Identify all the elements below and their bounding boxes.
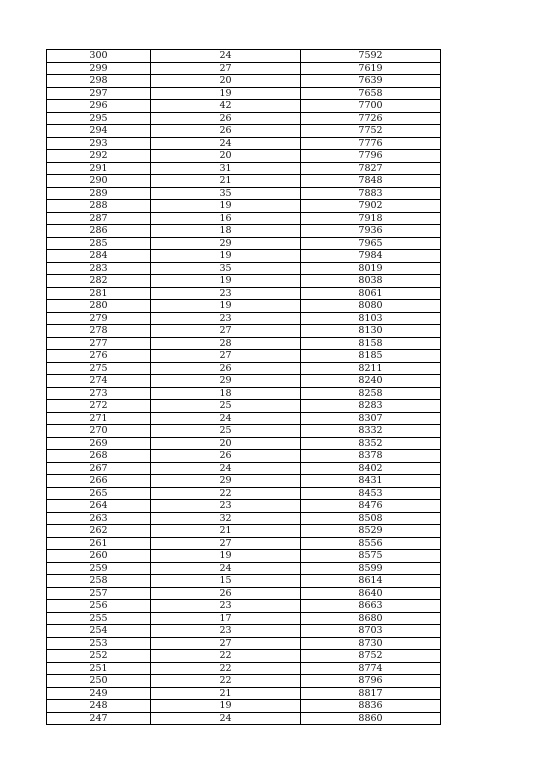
table-row [47, 650, 441, 663]
table-row [47, 150, 441, 163]
cumulative-cell: 8019 [301, 262, 441, 275]
count-cell: 22 [151, 487, 301, 500]
score-cell: 273 [47, 387, 151, 400]
score-cell: 281 [47, 287, 151, 300]
table-row [47, 625, 441, 638]
score-cell: 288 [47, 200, 151, 213]
table-row [47, 287, 441, 300]
count-cell: 16 [151, 212, 301, 225]
cumulative-cell: 8860 [301, 712, 441, 725]
table-row [47, 462, 441, 475]
count-cell: 21 [151, 687, 301, 700]
cumulative-cell: 8431 [301, 475, 441, 488]
cumulative-cell: 8680 [301, 612, 441, 625]
count-cell: 35 [151, 262, 301, 275]
count-cell: 19 [151, 87, 301, 100]
table-row [47, 550, 441, 563]
score-cell: 257 [47, 587, 151, 600]
cumulative-cell: 8529 [301, 525, 441, 538]
count-cell: 27 [151, 637, 301, 650]
count-cell: 18 [151, 225, 301, 238]
cumulative-cell: 8752 [301, 650, 441, 663]
score-cell: 262 [47, 525, 151, 538]
table-row [47, 350, 441, 363]
cumulative-cell: 8614 [301, 575, 441, 588]
cumulative-cell: 8307 [301, 412, 441, 425]
table-row [47, 587, 441, 600]
count-cell: 27 [151, 537, 301, 550]
count-cell: 19 [151, 200, 301, 213]
cumulative-cell: 7752 [301, 125, 441, 138]
table-row [47, 112, 441, 125]
table-row [47, 525, 441, 538]
count-cell: 25 [151, 400, 301, 413]
cumulative-cell: 7883 [301, 187, 441, 200]
score-cell: 286 [47, 225, 151, 238]
table-row [47, 512, 441, 525]
score-cell: 274 [47, 375, 151, 388]
score-cell: 285 [47, 237, 151, 250]
cumulative-cell: 7984 [301, 250, 441, 263]
cumulative-cell: 8663 [301, 600, 441, 613]
cumulative-cell: 7796 [301, 150, 441, 163]
score-cell: 278 [47, 325, 151, 338]
table-row [47, 712, 441, 725]
table-row [47, 425, 441, 438]
cumulative-cell: 7639 [301, 75, 441, 88]
cumulative-cell: 7658 [301, 87, 441, 100]
score-cell: 266 [47, 475, 151, 488]
score-cell: 249 [47, 687, 151, 700]
table-row [47, 412, 441, 425]
cumulative-cell: 8730 [301, 637, 441, 650]
score-cell: 272 [47, 400, 151, 413]
score-cell: 265 [47, 487, 151, 500]
score-cell: 284 [47, 250, 151, 263]
count-cell: 20 [151, 437, 301, 450]
table-row [47, 687, 441, 700]
count-cell: 24 [151, 50, 301, 63]
score-cell: 277 [47, 337, 151, 350]
count-cell: 15 [151, 575, 301, 588]
count-cell: 29 [151, 237, 301, 250]
score-cell: 297 [47, 87, 151, 100]
score-cell: 279 [47, 312, 151, 325]
table-row [47, 675, 441, 688]
cumulative-cell: 7592 [301, 50, 441, 63]
score-cell: 256 [47, 600, 151, 613]
table-row [47, 500, 441, 513]
score-cell: 264 [47, 500, 151, 513]
table-row [47, 100, 441, 113]
score-cell: 270 [47, 425, 151, 438]
cumulative-cell: 8211 [301, 362, 441, 375]
table-row [47, 312, 441, 325]
score-cell: 289 [47, 187, 151, 200]
score-cell: 267 [47, 462, 151, 475]
score-cell: 293 [47, 137, 151, 150]
table-row [47, 537, 441, 550]
count-cell: 24 [151, 412, 301, 425]
count-cell: 26 [151, 125, 301, 138]
count-cell: 20 [151, 75, 301, 88]
cumulative-cell: 7700 [301, 100, 441, 113]
count-cell: 28 [151, 337, 301, 350]
score-cell: 258 [47, 575, 151, 588]
count-cell: 42 [151, 100, 301, 113]
cumulative-cell: 8640 [301, 587, 441, 600]
table-row [47, 600, 441, 613]
table-row [47, 400, 441, 413]
cumulative-cell: 8378 [301, 450, 441, 463]
score-cell: 287 [47, 212, 151, 225]
count-cell: 24 [151, 712, 301, 725]
cumulative-cell: 8332 [301, 425, 441, 438]
cumulative-cell: 8103 [301, 312, 441, 325]
table-row [47, 637, 441, 650]
count-cell: 24 [151, 562, 301, 575]
cumulative-cell: 7918 [301, 212, 441, 225]
table-row [47, 475, 441, 488]
count-cell: 27 [151, 62, 301, 75]
score-cell: 280 [47, 300, 151, 313]
table-row [47, 62, 441, 75]
cumulative-cell: 8283 [301, 400, 441, 413]
table-row [47, 450, 441, 463]
table-row [47, 237, 441, 250]
score-cell: 296 [47, 100, 151, 113]
score-cell: 251 [47, 662, 151, 675]
cumulative-cell: 7827 [301, 162, 441, 175]
count-cell: 19 [151, 700, 301, 713]
table-row [47, 187, 441, 200]
score-cell: 248 [47, 700, 151, 713]
count-cell: 31 [151, 162, 301, 175]
score-cell: 292 [47, 150, 151, 163]
score-cell: 250 [47, 675, 151, 688]
cumulative-cell: 8038 [301, 275, 441, 288]
score-cell: 255 [47, 612, 151, 625]
table-row [47, 87, 441, 100]
count-cell: 21 [151, 175, 301, 188]
count-cell: 21 [151, 525, 301, 538]
cumulative-cell: 7848 [301, 175, 441, 188]
count-cell: 22 [151, 650, 301, 663]
score-cell: 294 [47, 125, 151, 138]
count-cell: 19 [151, 550, 301, 563]
table-row [47, 612, 441, 625]
cumulative-cell: 7726 [301, 112, 441, 125]
score-cell: 271 [47, 412, 151, 425]
cumulative-cell: 8130 [301, 325, 441, 338]
count-cell: 23 [151, 625, 301, 638]
table-row [47, 50, 441, 63]
count-cell: 17 [151, 612, 301, 625]
count-cell: 35 [151, 187, 301, 200]
count-cell: 27 [151, 325, 301, 338]
cumulative-cell: 8703 [301, 625, 441, 638]
table-row [47, 200, 441, 213]
score-cell: 283 [47, 262, 151, 275]
cumulative-cell: 8352 [301, 437, 441, 450]
table-row [47, 362, 441, 375]
count-cell: 20 [151, 150, 301, 163]
cumulative-cell: 8817 [301, 687, 441, 700]
count-cell: 27 [151, 350, 301, 363]
cumulative-cell: 7936 [301, 225, 441, 238]
score-cell: 254 [47, 625, 151, 638]
cumulative-cell: 8402 [301, 462, 441, 475]
cumulative-cell: 8453 [301, 487, 441, 500]
score-table-body [47, 50, 441, 725]
table-row [47, 337, 441, 350]
count-cell: 23 [151, 287, 301, 300]
count-cell: 26 [151, 112, 301, 125]
cumulative-cell: 8575 [301, 550, 441, 563]
table-row [47, 300, 441, 313]
cumulative-cell: 7965 [301, 237, 441, 250]
count-cell: 26 [151, 587, 301, 600]
score-cell: 263 [47, 512, 151, 525]
cumulative-cell: 8599 [301, 562, 441, 575]
score-cell: 290 [47, 175, 151, 188]
table-row [47, 225, 441, 238]
table-row [47, 437, 441, 450]
count-cell: 32 [151, 512, 301, 525]
score-cell: 275 [47, 362, 151, 375]
score-cell: 269 [47, 437, 151, 450]
table-row [47, 487, 441, 500]
count-cell: 29 [151, 375, 301, 388]
score-cell: 247 [47, 712, 151, 725]
table-row [47, 700, 441, 713]
score-distribution-sheet [46, 49, 440, 725]
score-cell: 276 [47, 350, 151, 363]
score-cell: 253 [47, 637, 151, 650]
count-cell: 23 [151, 500, 301, 513]
table-row [47, 375, 441, 388]
score-cell: 252 [47, 650, 151, 663]
cumulative-cell: 7902 [301, 200, 441, 213]
count-cell: 23 [151, 600, 301, 613]
table-row [47, 250, 441, 263]
count-cell: 19 [151, 275, 301, 288]
count-cell: 19 [151, 300, 301, 313]
cumulative-cell: 8556 [301, 537, 441, 550]
score-table [46, 49, 441, 725]
cumulative-cell: 8796 [301, 675, 441, 688]
count-cell: 25 [151, 425, 301, 438]
score-cell: 282 [47, 275, 151, 288]
table-row [47, 212, 441, 225]
cumulative-cell: 7776 [301, 137, 441, 150]
score-cell: 295 [47, 112, 151, 125]
cumulative-cell: 8774 [301, 662, 441, 675]
score-cell: 268 [47, 450, 151, 463]
table-row [47, 75, 441, 88]
cumulative-cell: 8258 [301, 387, 441, 400]
cumulative-cell: 8508 [301, 512, 441, 525]
table-row [47, 575, 441, 588]
table-row [47, 125, 441, 138]
cumulative-cell: 7619 [301, 62, 441, 75]
count-cell: 29 [151, 475, 301, 488]
table-row [47, 175, 441, 188]
count-cell: 26 [151, 450, 301, 463]
cumulative-cell: 8061 [301, 287, 441, 300]
cumulative-cell: 8080 [301, 300, 441, 313]
count-cell: 19 [151, 250, 301, 263]
table-row [47, 662, 441, 675]
cumulative-cell: 8836 [301, 700, 441, 713]
cumulative-cell: 8240 [301, 375, 441, 388]
cumulative-cell: 8185 [301, 350, 441, 363]
score-cell: 300 [47, 50, 151, 63]
table-row [47, 562, 441, 575]
score-cell: 259 [47, 562, 151, 575]
count-cell: 26 [151, 362, 301, 375]
count-cell: 18 [151, 387, 301, 400]
table-row [47, 262, 441, 275]
table-row [47, 325, 441, 338]
score-cell: 291 [47, 162, 151, 175]
count-cell: 22 [151, 662, 301, 675]
score-cell: 260 [47, 550, 151, 563]
count-cell: 24 [151, 462, 301, 475]
table-row [47, 162, 441, 175]
table-row [47, 137, 441, 150]
score-cell: 261 [47, 537, 151, 550]
count-cell: 24 [151, 137, 301, 150]
table-row [47, 275, 441, 288]
cumulative-cell: 8476 [301, 500, 441, 513]
count-cell: 23 [151, 312, 301, 325]
score-cell: 298 [47, 75, 151, 88]
cumulative-cell: 8158 [301, 337, 441, 350]
table-row [47, 387, 441, 400]
count-cell: 22 [151, 675, 301, 688]
score-cell: 299 [47, 62, 151, 75]
